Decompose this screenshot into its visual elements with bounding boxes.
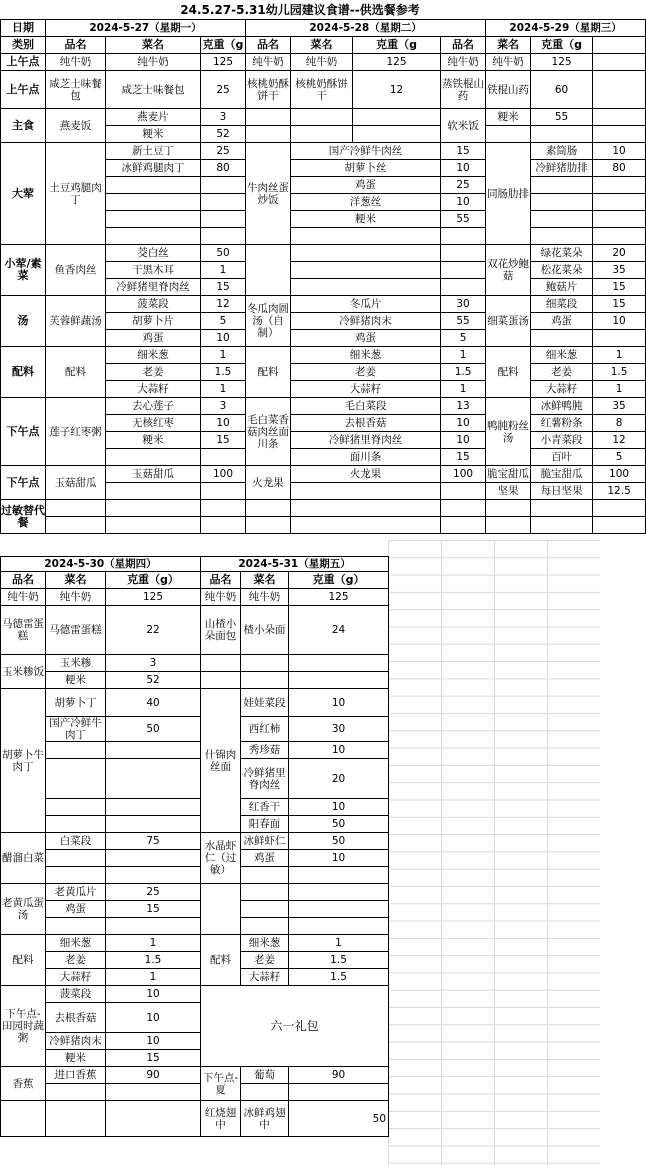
ingredient-name: 纯牛奶 — [46, 589, 106, 606]
weight-value: 125 — [106, 589, 201, 606]
category-label: 类别 — [1, 37, 46, 54]
ingredient-name: 娃娃菜段 — [241, 689, 289, 717]
ingredient-name: 鸡蛋 — [291, 177, 441, 194]
weight-header: 克重（g — [201, 37, 246, 54]
category-cell: 大荤 — [1, 143, 46, 245]
dish-name: 莲子红枣粥 — [46, 398, 106, 466]
dish-name: 双花炒鲍菇 — [486, 245, 531, 296]
ingredient-name: 大蒜籽 — [241, 969, 289, 986]
category-cell: 小荤/素菜 — [1, 245, 46, 296]
dish-name: 纯牛奶 — [246, 54, 291, 71]
ingredient-name: 菠菜段 — [46, 986, 106, 1003]
weight-value: 55 — [441, 211, 486, 228]
day-header-mon: 2024-5-27（星期一） — [46, 20, 246, 37]
weight-value: 10 — [289, 850, 389, 867]
ingredient-name: 松花菜朵 — [531, 262, 593, 279]
category-cell: 下午点 — [1, 398, 46, 466]
ingredient-name: 毛白菜段 — [291, 398, 441, 415]
ingredient-name: 鸡蛋 — [106, 330, 201, 347]
dish-name: 芙蓉鲜蔬汤 — [46, 296, 106, 347]
day-header-tue: 2024-5-28（星期二） — [246, 20, 486, 37]
ingredient-name: 面川条 — [291, 449, 441, 466]
ingredient-name: 纯牛奶 — [106, 54, 201, 71]
ingredient-name: 老姜 — [106, 364, 201, 381]
dish-name: 同肠肋排 — [486, 143, 531, 245]
ingredient-name: 去根香菇 — [46, 1003, 106, 1033]
dish-header: 品名 — [441, 37, 486, 54]
weight-value: 1.5 — [441, 364, 486, 381]
dish-name: 咸芝士味餐包 — [46, 71, 106, 109]
weight-value: 52 — [106, 672, 201, 689]
dish-name: 下午点-夏 — [201, 1067, 241, 1101]
weight-value: 1 — [441, 347, 486, 364]
weight-value: 10 — [289, 689, 389, 717]
ingredient-name: 红香干 — [241, 799, 289, 816]
ingredient-name: 冷鲜猪肉末 — [46, 1033, 106, 1050]
dish-name: 什锦肉丝面 — [201, 689, 241, 833]
weight-value: 100 — [593, 466, 646, 483]
ingredient-name: 茭白丝 — [106, 245, 201, 262]
ingredient-name: 火龙果 — [291, 466, 441, 483]
weight-value: 15 — [593, 279, 646, 296]
ingredient-header: 菜名 — [241, 572, 289, 589]
category-cell: 汤 — [1, 296, 46, 347]
weight-value: 125 — [289, 589, 389, 606]
weight-value: 1.5 — [593, 364, 646, 381]
weight-value: 52 — [201, 126, 246, 143]
weight-value: 10 — [441, 160, 486, 177]
dish-name: 燕麦饭 — [46, 109, 106, 143]
dish-name: 配料 — [201, 935, 241, 986]
category-cell: 上午点 — [1, 54, 46, 71]
weight-value: 10 — [106, 1033, 201, 1050]
weight-value: 12 — [201, 296, 246, 313]
weight-value: 50 — [289, 833, 389, 850]
dish-name: 鸭肫粉丝汤 — [486, 398, 531, 466]
weight-value: 1 — [593, 347, 646, 364]
weight-value: 10 — [441, 415, 486, 432]
weight-value: 10 — [441, 194, 486, 211]
dish-name: 玉菇甜瓜 — [46, 466, 106, 500]
ingredient-name: 小青菜段 — [531, 432, 593, 449]
weight-value: 1 — [593, 381, 646, 398]
weight-value: 90 — [106, 1067, 201, 1084]
weight-value: 55 — [531, 109, 593, 126]
weight-value: 10 — [201, 415, 246, 432]
weight-value: 1.5 — [201, 364, 246, 381]
ingredient-name: 冬瓜片 — [291, 296, 441, 313]
category-cell: 下午点 — [1, 466, 46, 500]
weight-value: 25 — [106, 884, 201, 901]
weight-header: 克重（g） — [289, 572, 389, 589]
dish-name: 下午点-田园时蔬粥 — [1, 986, 46, 1067]
ingredient-name: 百叶 — [531, 449, 593, 466]
category-cell: 主食 — [1, 109, 46, 143]
weight-value: 20 — [593, 245, 646, 262]
weight-value: 24 — [289, 606, 389, 655]
ingredient-name: 纯牛奶 — [486, 54, 531, 71]
ingredient-name: 纯牛奶 — [291, 54, 353, 71]
dish-name: 脆宝甜瓜 — [486, 466, 531, 483]
dish-header: 品名 — [201, 572, 241, 589]
dish-name: 毛白菜香菇肉丝面川条 — [246, 398, 291, 466]
ingredient-header: 菜名 — [106, 37, 201, 54]
dish-name: 配料 — [46, 347, 106, 398]
ingredient-name: 红薯粉条 — [531, 415, 593, 432]
dish-header: 品名 — [46, 37, 106, 54]
ingredient-name: 燕麦片 — [106, 109, 201, 126]
ingredient-name: 核桃奶酥饼干 — [291, 71, 353, 109]
ingredient-name: 每日坚果 — [531, 483, 593, 500]
dish-name: 胡萝卜牛肉丁 — [1, 689, 46, 833]
weight-value: 5 — [593, 449, 646, 466]
dish-name: 水晶虾仁（过敏） — [201, 833, 241, 884]
dish-name: 配料 — [1, 935, 46, 986]
weight-value: 50 — [106, 717, 201, 742]
weight-value: 20 — [289, 759, 389, 799]
ingredient-name: 铁棍山药 — [486, 71, 531, 109]
weight-value: 80 — [593, 160, 646, 177]
weight-value: 100 — [201, 466, 246, 483]
dish-header: 品名 — [246, 37, 291, 54]
menu-table-week-top — [0, 19, 646, 534]
ingredient-name: 葡萄 — [241, 1067, 289, 1084]
weight-value: 15 — [593, 296, 646, 313]
ingredient-name: 胡萝卜丝 — [291, 160, 441, 177]
weight-value: 30 — [441, 296, 486, 313]
dish-name: 纯牛奶 — [201, 589, 241, 606]
ingredient-name: 绿花菜朵 — [531, 245, 593, 262]
ingredient-name: 老姜 — [46, 952, 106, 969]
weight-value: 5 — [201, 313, 246, 330]
ingredient-name: 白菜段 — [46, 833, 106, 850]
ingredient-name: 大蒜籽 — [46, 969, 106, 986]
ingredient-name: 干黑木耳 — [106, 262, 201, 279]
dish-name: 配料 — [246, 347, 291, 398]
ingredient-name: 冰鲜鸭肫 — [531, 398, 593, 415]
weight-value: 1 — [289, 935, 389, 952]
dish-name: 牛肉丝蛋炒饭 — [246, 143, 291, 245]
dish-name: 红烧翅中 — [201, 1101, 241, 1137]
ingredient-name: 玉菇甜瓜 — [106, 466, 201, 483]
weight-value: 25 — [201, 71, 246, 109]
ingredient-name: 老黄瓜片 — [46, 884, 106, 901]
ingredient-name: 冷鲜猪里脊肉丝 — [106, 279, 201, 296]
weight-value: 12 — [593, 432, 646, 449]
gift-cell: 六一礼包 — [201, 986, 389, 1067]
ingredient-name: 老姜 — [531, 364, 593, 381]
weight-value: 15 — [201, 279, 246, 296]
dish-name: 配料 — [486, 347, 531, 398]
ingredient-name: 冰鲜虾仁 — [241, 833, 289, 850]
ingredient-name: 脆宝甜瓜 — [531, 466, 593, 483]
weight-value: 1.5 — [289, 969, 389, 986]
weight-value: 22 — [106, 606, 201, 655]
weight-value: 25 — [441, 177, 486, 194]
ingredient-name: 咸芝士味餐包 — [106, 71, 201, 109]
weight-value: 15 — [441, 449, 486, 466]
page-title: 24.5.27-5.31幼儿园建议食谱--供选餐参考 — [180, 3, 420, 17]
ingredient-name: 冷鲜猪里脊肉丝 — [241, 759, 289, 799]
ingredient-name: 楂小朵面 — [241, 606, 289, 655]
weight-value: 5 — [441, 330, 486, 347]
weight-value: 15 — [106, 1050, 201, 1067]
weight-value: 10 — [106, 1003, 201, 1033]
weight-value: 10 — [441, 432, 486, 449]
dish-name: 玉米糁饭 — [1, 655, 46, 689]
dish-name: 细菜蛋汤 — [486, 296, 531, 347]
day-header-thu: 2024-5-30（星期四） — [1, 557, 201, 572]
weight-value: 10 — [289, 742, 389, 759]
dish-header: 品名 — [1, 572, 46, 589]
weight-value: 3 — [201, 398, 246, 415]
ingredient-name: 冰鲜鸡翅中 — [241, 1101, 289, 1137]
dish-name: 马德雷蛋糕 — [1, 606, 46, 655]
ingredient-name: 粳米 — [46, 672, 106, 689]
weight-value: 1.5 — [289, 952, 389, 969]
weight-value: 15 — [201, 432, 246, 449]
weight-value: 90 — [289, 1067, 389, 1084]
ingredient-name: 鸡蛋 — [291, 330, 441, 347]
ingredient-name: 纯牛奶 — [241, 589, 289, 606]
weight-value: 1 — [106, 935, 201, 952]
weight-value: 12 — [353, 71, 441, 109]
weight-value: 1 — [201, 262, 246, 279]
weight-value: 55 — [441, 313, 486, 330]
weight-value: 75 — [106, 833, 201, 850]
ingredient-name: 大蒜籽 — [106, 381, 201, 398]
weight-value: 15 — [106, 901, 201, 918]
weight-value: 50 — [289, 816, 389, 833]
ingredient-name: 大蒜籽 — [531, 381, 593, 398]
ingredient-name: 马德雷蛋糕 — [46, 606, 106, 655]
weight-value: 8 — [593, 415, 646, 432]
dish-name: 山楂小朵面包 — [201, 606, 241, 655]
category-cell: 上午点 — [1, 71, 46, 109]
ingredient-name: 国产冷鲜牛肉丝 — [291, 143, 441, 160]
ingredient-name: 细米葱 — [291, 347, 441, 364]
weight-value: 50 — [201, 245, 246, 262]
date-label: 日期 — [1, 20, 46, 37]
weight-value: 125 — [353, 54, 441, 71]
weight-value: 10 — [289, 799, 389, 816]
category-cell: 过敏替代餐 — [1, 500, 46, 534]
ingredient-name: 洋葱丝 — [291, 194, 441, 211]
ingredient-name: 新土豆丁 — [106, 143, 201, 160]
ingredient-name: 秀珍菇 — [241, 742, 289, 759]
weight-value: 1 — [441, 381, 486, 398]
ingredient-name: 菠菜段 — [106, 296, 201, 313]
sheet-gridlines — [388, 540, 600, 1165]
weight-value: 60 — [531, 71, 593, 109]
weight-value: 30 — [289, 717, 389, 742]
dish-name: 纯牛奶 — [441, 54, 486, 71]
ingredient-name: 冰鲜鸡腿肉丁 — [106, 160, 201, 177]
ingredient-name: 去心莲子 — [106, 398, 201, 415]
weight-value: 125 — [531, 54, 593, 71]
ingredient-name: 细菜段 — [531, 296, 593, 313]
weight-value: 100 — [441, 466, 486, 483]
dish-name: 老黄瓜蛋汤 — [1, 884, 46, 935]
dish-name: 土豆鸡腿肉丁 — [46, 143, 106, 245]
day-header-fri: 2024-5-31（星期五） — [201, 557, 389, 572]
weight-header: 克重（g — [531, 37, 593, 54]
weight-header: 克重（g） — [106, 572, 201, 589]
weight-value: 80 — [201, 160, 246, 177]
ingredient-name: 老姜 — [291, 364, 441, 381]
ingredient-name: 大蒜籽 — [291, 381, 441, 398]
day-header-wed: 2024-5-29（星期三） — [486, 20, 646, 37]
ingredient-header: 菜名 — [486, 37, 531, 54]
ingredient-name: 鸡蛋 — [531, 313, 593, 330]
ingredient-name: 鸡蛋 — [241, 850, 289, 867]
ingredient-name: 去根香菇 — [291, 415, 441, 432]
ingredient-name: 冷鲜猪里脊肉丝 — [291, 432, 441, 449]
dish-name: 坚果 — [486, 483, 531, 500]
weight-value: 3 — [201, 109, 246, 126]
ingredient-name: 鲍菇片 — [531, 279, 593, 296]
ingredient-name: 胡萝卜片 — [106, 313, 201, 330]
ingredient-name: 进口香蕉 — [46, 1067, 106, 1084]
ingredient-header: 菜名 — [46, 572, 106, 589]
weight-header: 克重（g — [353, 37, 441, 54]
weight-value: 3 — [106, 655, 201, 672]
ingredient-name: 冷鲜猪肋排 — [531, 160, 593, 177]
ingredient-name: 粳米 — [106, 126, 201, 143]
dish-name: 鱼香肉丝 — [46, 245, 106, 296]
ingredient-name: 阳春面 — [241, 816, 289, 833]
dish-name: 冬瓜肉圆汤（自制） — [246, 296, 291, 347]
ingredient-name: 粳米 — [291, 211, 441, 228]
ingredient-name: 细米葱 — [241, 935, 289, 952]
ingredient-name: 冷鲜猪肉末 — [291, 313, 441, 330]
ingredient-name: 细米葱 — [531, 347, 593, 364]
dish-name: 核桃奶酥饼干 — [246, 71, 291, 109]
ingredient-header: 菜名 — [291, 37, 353, 54]
ingredient-name: 老姜 — [241, 952, 289, 969]
weight-value: 10 — [593, 143, 646, 160]
ingredient-name: 粳米 — [46, 1050, 106, 1067]
weight-value: 10 — [201, 330, 246, 347]
ingredient-name: 粳米 — [106, 432, 201, 449]
weight-value: 35 — [593, 398, 646, 415]
ingredient-name: 粳米 — [486, 109, 531, 126]
dish-name: 蒸铁棍山药 — [441, 71, 486, 109]
dish-name: 软米饭 — [441, 109, 486, 143]
weight-value: 1.5 — [106, 952, 201, 969]
weight-value: 35 — [593, 262, 646, 279]
ingredient-name: 无核红枣 — [106, 415, 201, 432]
ingredient-name: 素筒肠 — [531, 143, 593, 160]
menu-table-week-bottom — [0, 556, 389, 1137]
weight-value: 15 — [441, 143, 486, 160]
ingredient-name: 国产冷鲜牛肉丁 — [46, 717, 106, 742]
weight-value: 25 — [201, 143, 246, 160]
weight-value: 1 — [201, 347, 246, 364]
weight-value: 1 — [106, 969, 201, 986]
category-cell: 配料 — [1, 347, 46, 398]
weight-value: 40 — [106, 689, 201, 717]
weight-value: 125 — [201, 54, 246, 71]
ingredient-name: 鸡蛋 — [46, 901, 106, 918]
weight-value: 1 — [201, 381, 246, 398]
dish-name: 香蕉 — [1, 1067, 46, 1101]
weight-value: 50 — [289, 1101, 389, 1137]
dish-name: 纯牛奶 — [46, 54, 106, 71]
weight-value: 12.5 — [593, 483, 646, 500]
weight-value: 13 — [441, 398, 486, 415]
weight-value: 10 — [106, 986, 201, 1003]
ingredient-name: 玉米糁 — [46, 655, 106, 672]
dish-name: 醋溜白菜 — [1, 833, 46, 884]
ingredient-name: 细米葱 — [106, 347, 201, 364]
ingredient-name: 西红柿 — [241, 717, 289, 742]
ingredient-name: 胡萝卜丁 — [46, 689, 106, 717]
ingredient-name: 细米葱 — [46, 935, 106, 952]
dish-name: 火龙果 — [246, 466, 291, 500]
dish-name: 纯牛奶 — [1, 589, 46, 606]
weight-value: 10 — [593, 313, 646, 330]
